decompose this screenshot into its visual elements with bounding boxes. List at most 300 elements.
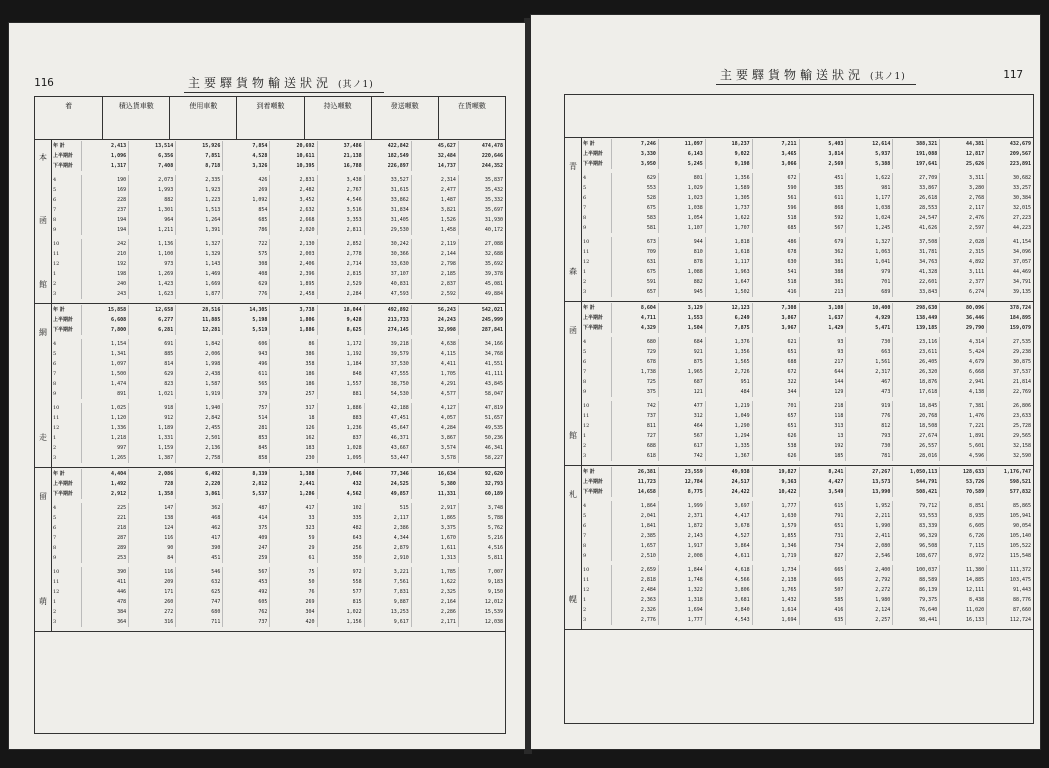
table-cell: 45,627 bbox=[411, 141, 458, 151]
table-cell: 33,630 bbox=[364, 259, 411, 269]
table-cell: 46,371 bbox=[364, 433, 411, 443]
row-label: 5 bbox=[583, 349, 587, 355]
row-label: 下半期計 bbox=[583, 489, 604, 495]
table-row bbox=[581, 223, 1033, 233]
table-cell: 185 bbox=[799, 451, 846, 461]
table-cell: 3,738 bbox=[269, 305, 316, 315]
table-cell: 5,198 bbox=[222, 315, 269, 325]
table-cell: 46,341 bbox=[458, 443, 505, 453]
table-cell: 23,633 bbox=[986, 411, 1033, 421]
table-cell: 4,711 bbox=[611, 313, 658, 323]
table-cell: 25,626 bbox=[939, 159, 986, 169]
table-cell: 1,223 bbox=[175, 195, 222, 205]
table-cell: 49,938 bbox=[705, 467, 752, 477]
table-cell: 27,223 bbox=[986, 213, 1033, 223]
table-cell: 2,335 bbox=[175, 175, 222, 185]
table-cell: 626 bbox=[752, 431, 799, 441]
table-cell: 432,679 bbox=[986, 139, 1033, 149]
table-row bbox=[51, 413, 505, 423]
table-cell: 37,107 bbox=[364, 269, 411, 279]
table-cell: 757 bbox=[222, 403, 269, 413]
table-cell: 7,007 bbox=[458, 567, 505, 577]
table-cell: 473 bbox=[845, 387, 892, 397]
row-label: 下半期計 bbox=[53, 163, 74, 169]
table-row bbox=[51, 215, 505, 225]
table-cell: 18 bbox=[269, 413, 316, 423]
table-cell: 19,827 bbox=[752, 467, 799, 477]
table-cell: 34,791 bbox=[986, 277, 1033, 287]
table-cell: 1,063 bbox=[845, 247, 892, 257]
row-label: 7 bbox=[53, 371, 57, 377]
table-cell: 11,723 bbox=[611, 477, 658, 487]
table-cell: 6,277 bbox=[128, 315, 175, 325]
table-cell: 31,834 bbox=[364, 205, 411, 215]
table-cell: 217 bbox=[799, 357, 846, 367]
table-cell: 2,879 bbox=[364, 543, 411, 553]
table-cell: 237 bbox=[81, 205, 128, 215]
table-cell: 171 bbox=[128, 587, 175, 597]
table-cell: 742 bbox=[658, 451, 705, 461]
table-cell: 684 bbox=[658, 337, 705, 347]
row-label: 8 bbox=[53, 217, 57, 223]
table-cell: 40,831 bbox=[364, 279, 411, 289]
table-cell: 221 bbox=[81, 513, 128, 523]
table-cell: 1,367 bbox=[705, 451, 752, 461]
table-cell: 312 bbox=[658, 411, 705, 421]
table-cell: 747 bbox=[175, 597, 222, 607]
table-cell: 21,814 bbox=[986, 377, 1033, 387]
table-row bbox=[51, 289, 505, 299]
table-cell: 4,543 bbox=[705, 615, 752, 625]
table-cell: 3,814 bbox=[799, 149, 846, 159]
table-row bbox=[51, 359, 505, 369]
table-cell: 2,842 bbox=[175, 413, 222, 423]
table-cell: 5,601 bbox=[939, 441, 986, 451]
table-cell: 617 bbox=[658, 441, 705, 451]
table-cell: 35,697 bbox=[458, 205, 505, 215]
table-cell: 1,738 bbox=[611, 367, 658, 377]
row-label: 1 bbox=[583, 433, 587, 439]
table-cell: 629 bbox=[128, 369, 175, 379]
table-row bbox=[51, 503, 505, 513]
table-cell: 487 bbox=[222, 503, 269, 513]
table-cell: 6,668 bbox=[939, 367, 986, 377]
table-cell: 5,388 bbox=[845, 159, 892, 169]
table-cell: 70,589 bbox=[939, 487, 986, 497]
table-cell: 93 bbox=[799, 337, 846, 347]
table-cell: 544,791 bbox=[892, 477, 939, 487]
table-cell: 2,441 bbox=[269, 479, 316, 489]
table-cell: 34,096 bbox=[986, 247, 1033, 257]
table-cell: 1,335 bbox=[705, 441, 752, 451]
table-cell: 1,630 bbox=[752, 511, 799, 521]
table-cell: 643 bbox=[317, 533, 364, 543]
table-cell: 3,681 bbox=[705, 595, 752, 605]
table-cell: 31,781 bbox=[892, 247, 939, 257]
table-cell: 76,640 bbox=[892, 605, 939, 615]
table-cell: 1,290 bbox=[705, 421, 752, 431]
table-cell: 943 bbox=[222, 349, 269, 359]
table-cell: 2,003 bbox=[269, 249, 316, 259]
table-cell: 384 bbox=[81, 607, 128, 617]
table-cell: 139,185 bbox=[892, 323, 939, 333]
table-row bbox=[581, 605, 1033, 615]
table-cell: 1,264 bbox=[175, 215, 222, 225]
row-label: 1 bbox=[53, 271, 57, 277]
table-row bbox=[581, 421, 1033, 431]
summary-row bbox=[581, 159, 1033, 169]
table-cell: 32,015 bbox=[986, 203, 1033, 213]
table-cell: 1,842 bbox=[175, 339, 222, 349]
table-row bbox=[51, 389, 505, 399]
left-station-name bbox=[35, 139, 52, 303]
table-cell: 26,557 bbox=[892, 441, 939, 451]
table-row bbox=[581, 257, 1033, 267]
table-cell: 598,521 bbox=[986, 477, 1033, 487]
table-cell: 118 bbox=[799, 411, 846, 421]
table-row bbox=[51, 225, 505, 235]
table-cell: 390 bbox=[81, 567, 128, 577]
table-cell: 14,885 bbox=[939, 575, 986, 585]
table-row bbox=[51, 577, 505, 587]
table-row bbox=[581, 173, 1033, 183]
table-cell: 845 bbox=[222, 443, 269, 453]
table-cell: 1,923 bbox=[175, 185, 222, 195]
table-cell: 657 bbox=[611, 287, 658, 297]
table-cell: 192 bbox=[81, 259, 128, 269]
summary-row bbox=[51, 315, 505, 325]
table-cell: 3,549 bbox=[799, 487, 846, 497]
table-cell: 86,139 bbox=[892, 585, 939, 595]
table-cell: 1,038 bbox=[658, 203, 705, 213]
table-cell: 727 bbox=[611, 431, 658, 441]
table-cell: 388 bbox=[799, 267, 846, 277]
table-cell: 2,006 bbox=[175, 349, 222, 359]
table-cell: 7,561 bbox=[364, 577, 411, 587]
table-cell: 7,308 bbox=[752, 303, 799, 313]
table-cell: 651 bbox=[799, 521, 846, 531]
table-cell: 3,864 bbox=[705, 541, 752, 551]
row-label: 7 bbox=[583, 369, 587, 375]
table-cell: 58,047 bbox=[458, 389, 505, 399]
table-cell: 672 bbox=[752, 367, 799, 377]
table-cell: 1,637 bbox=[799, 313, 846, 323]
table-cell: 6,143 bbox=[658, 149, 705, 159]
table-cell: 84 bbox=[128, 553, 175, 563]
table-cell: 256 bbox=[317, 543, 364, 553]
table-cell: 3,867 bbox=[411, 433, 458, 443]
table-cell: 100,037 bbox=[892, 565, 939, 575]
station-char: 青 bbox=[569, 161, 577, 171]
table-cell: 885 bbox=[128, 349, 175, 359]
table-cell: 737 bbox=[611, 411, 658, 421]
table-cell: 3,867 bbox=[752, 313, 799, 323]
table-cell: 742 bbox=[611, 401, 658, 411]
table-cell: 1,993 bbox=[128, 185, 175, 195]
table-cell: 242 bbox=[81, 239, 128, 249]
table-cell: 1,028 bbox=[317, 443, 364, 453]
table-cell: 12,658 bbox=[128, 305, 175, 315]
table-cell: 730 bbox=[845, 337, 892, 347]
table-cell: 542,021 bbox=[458, 305, 505, 315]
table-cell: 730 bbox=[845, 441, 892, 451]
table-cell: 2,385 bbox=[611, 531, 658, 541]
row-label: 12 bbox=[583, 423, 590, 429]
table-cell: 9,887 bbox=[364, 597, 411, 607]
table-cell: 8,775 bbox=[658, 487, 705, 497]
table-cell: 1,154 bbox=[81, 339, 128, 349]
table-cell: 464 bbox=[658, 421, 705, 431]
row-label: 10 bbox=[583, 239, 590, 245]
table-cell: 2,272 bbox=[845, 585, 892, 595]
table-cell: 918 bbox=[128, 403, 175, 413]
table-row bbox=[51, 607, 505, 617]
row-label: 年 計 bbox=[53, 307, 65, 313]
table-cell: 1,500 bbox=[81, 369, 128, 379]
table-cell: 1,670 bbox=[411, 533, 458, 543]
right-subtitle: (其ノ1) bbox=[870, 72, 906, 82]
table-cell: 1,614 bbox=[752, 605, 799, 615]
table-cell: 793 bbox=[845, 431, 892, 441]
table-cell: 6,726 bbox=[939, 531, 986, 541]
table-cell: 868 bbox=[799, 203, 846, 213]
row-label: 5 bbox=[583, 513, 587, 519]
row-label: 6 bbox=[583, 523, 587, 529]
table-cell: 32,484 bbox=[411, 151, 458, 161]
table-cell: 514 bbox=[222, 413, 269, 423]
table-row bbox=[581, 347, 1033, 357]
table-cell: 243 bbox=[81, 289, 128, 299]
table-row bbox=[581, 575, 1033, 585]
left-page-title bbox=[188, 74, 374, 91]
table-cell: 323 bbox=[269, 523, 316, 533]
table-cell: 32,688 bbox=[458, 249, 505, 259]
column-header: 持込噸數 bbox=[304, 97, 371, 139]
table-cell: 260 bbox=[128, 597, 175, 607]
table-cell: 688 bbox=[611, 441, 658, 451]
table-cell: 1,356 bbox=[705, 347, 752, 357]
table-row bbox=[581, 267, 1033, 277]
row-label: 9 bbox=[53, 227, 57, 233]
table-cell: 59 bbox=[269, 533, 316, 543]
table-cell: 4,618 bbox=[705, 565, 752, 575]
table-cell: 1,192 bbox=[317, 349, 364, 359]
table-cell: 1,841 bbox=[611, 521, 658, 531]
row-label: 12 bbox=[53, 425, 60, 431]
table-cell: 37,537 bbox=[986, 367, 1033, 377]
left-page bbox=[8, 22, 526, 750]
table-cell: 2,211 bbox=[845, 511, 892, 521]
table-cell: 2,668 bbox=[269, 215, 316, 225]
table-cell: 2,484 bbox=[611, 585, 658, 595]
table-cell: 1,054 bbox=[658, 213, 705, 223]
table-cell: 657 bbox=[752, 411, 799, 421]
table-cell: 15,926 bbox=[175, 141, 222, 151]
table-cell: 709 bbox=[611, 247, 658, 257]
right-station-name bbox=[565, 137, 582, 301]
table-cell: 247 bbox=[222, 543, 269, 553]
table-cell: 446 bbox=[81, 587, 128, 597]
table-cell: 1,737 bbox=[705, 203, 752, 213]
table-cell: 1,097 bbox=[81, 359, 128, 369]
table-cell: 23,116 bbox=[892, 337, 939, 347]
table-cell: 1,952 bbox=[845, 501, 892, 511]
table-cell: 451 bbox=[799, 173, 846, 183]
table-cell: 1,965 bbox=[658, 367, 705, 377]
table-cell: 159,079 bbox=[986, 323, 1033, 333]
table-cell: 1,211 bbox=[128, 225, 175, 235]
table-row bbox=[51, 269, 505, 279]
table-cell: 1,095 bbox=[317, 453, 364, 463]
table-cell: 9,150 bbox=[458, 587, 505, 597]
table-cell: 1,694 bbox=[658, 605, 705, 615]
table-cell: 116 bbox=[128, 533, 175, 543]
table-row bbox=[51, 339, 505, 349]
table-cell: 375 bbox=[611, 387, 658, 397]
table-cell: 87,660 bbox=[986, 605, 1033, 615]
table-cell: 90,054 bbox=[986, 521, 1033, 531]
table-cell: 3,452 bbox=[269, 195, 316, 205]
table-cell: 11,097 bbox=[658, 139, 705, 149]
table-cell: 2,363 bbox=[611, 595, 658, 605]
table-cell: 18,876 bbox=[892, 377, 939, 387]
table-cell: 468 bbox=[175, 513, 222, 523]
table-row bbox=[51, 513, 505, 523]
row-label: 5 bbox=[53, 187, 57, 193]
row-label: 5 bbox=[53, 351, 57, 357]
table-cell: 1,469 bbox=[175, 269, 222, 279]
table-cell: 3,111 bbox=[939, 267, 986, 277]
row-label: 1 bbox=[583, 269, 587, 275]
table-cell: 4,329 bbox=[611, 323, 658, 333]
table-cell: 194 bbox=[81, 225, 128, 235]
table-cell: 317 bbox=[269, 403, 316, 413]
table-cell: 240 bbox=[81, 279, 128, 289]
row-label: 2 bbox=[583, 607, 587, 613]
table-cell: 29,790 bbox=[939, 323, 986, 333]
table-cell: 213,733 bbox=[364, 315, 411, 325]
table-cell: 41,111 bbox=[458, 369, 505, 379]
table-cell: 162 bbox=[269, 433, 316, 443]
table-cell: 1,346 bbox=[752, 541, 799, 551]
table-cell: 24,525 bbox=[364, 479, 411, 489]
table-cell: 116 bbox=[128, 567, 175, 577]
table-cell: 1,429 bbox=[799, 323, 846, 333]
table-cell: 786 bbox=[222, 225, 269, 235]
table-cell: 1,886 bbox=[317, 403, 364, 413]
row-label: 11 bbox=[53, 415, 60, 421]
table-cell: 34,768 bbox=[458, 349, 505, 359]
table-row bbox=[51, 379, 505, 389]
table-cell: 37,530 bbox=[364, 359, 411, 369]
table-cell: 5,811 bbox=[458, 553, 505, 563]
table-cell: 1,864 bbox=[611, 501, 658, 511]
table-cell: 823 bbox=[128, 379, 175, 389]
table-cell: 23,559 bbox=[658, 467, 705, 477]
table-cell: 2,406 bbox=[269, 259, 316, 269]
table-cell: 39,579 bbox=[364, 349, 411, 359]
table-cell: 4,566 bbox=[705, 575, 752, 585]
row-label: 3 bbox=[53, 455, 57, 461]
table-cell: 912 bbox=[128, 413, 175, 423]
table-cell: 678 bbox=[752, 247, 799, 257]
row-label: 4 bbox=[53, 341, 57, 347]
table-cell: 5,937 bbox=[845, 149, 892, 159]
table-cell: 10,395 bbox=[269, 161, 316, 171]
table-cell: 618 bbox=[611, 451, 658, 461]
table-cell: 1,886 bbox=[269, 325, 316, 335]
table-cell: 408 bbox=[222, 269, 269, 279]
row-label: 上半期計 bbox=[53, 317, 74, 323]
table-cell: 49,857 bbox=[364, 489, 411, 499]
table-cell: 731 bbox=[799, 531, 846, 541]
table-cell: 577 bbox=[317, 587, 364, 597]
table-cell: 9,428 bbox=[317, 315, 364, 325]
table-cell: 1,391 bbox=[175, 225, 222, 235]
table-cell: 1,557 bbox=[317, 379, 364, 389]
table-cell: 7,800 bbox=[81, 325, 128, 335]
row-label: 2 bbox=[583, 279, 587, 285]
table-cell: 2,020 bbox=[269, 225, 316, 235]
table-cell: 88,776 bbox=[986, 595, 1033, 605]
table-cell: 575 bbox=[222, 249, 269, 259]
table-cell: 6,249 bbox=[705, 313, 752, 323]
table-cell: 7,211 bbox=[752, 139, 799, 149]
table-cell: 546 bbox=[175, 567, 222, 577]
right-table bbox=[564, 94, 1034, 724]
table-cell: 12,614 bbox=[845, 139, 892, 149]
table-row bbox=[51, 423, 505, 433]
table-cell: 1,088 bbox=[658, 267, 705, 277]
table-row bbox=[51, 369, 505, 379]
table-cell: 581 bbox=[611, 223, 658, 233]
table-cell: 921 bbox=[658, 347, 705, 357]
table-cell: 814 bbox=[128, 359, 175, 369]
table-cell: 432 bbox=[317, 479, 364, 489]
table-cell: 4,115 bbox=[411, 349, 458, 359]
table-cell: 625 bbox=[175, 587, 222, 597]
table-cell: 26,381 bbox=[611, 467, 658, 477]
table-cell: 4,527 bbox=[705, 531, 752, 541]
table-cell: 629 bbox=[222, 279, 269, 289]
table-cell: 225 bbox=[81, 503, 128, 513]
table-cell: 1,748 bbox=[658, 575, 705, 585]
table-cell: 2,143 bbox=[658, 531, 705, 541]
row-label: 11 bbox=[53, 579, 60, 585]
table-cell: 1,092 bbox=[222, 195, 269, 205]
table-cell: 1,895 bbox=[269, 279, 316, 289]
table-cell: 1,143 bbox=[175, 259, 222, 269]
table-cell: 257 bbox=[269, 389, 316, 399]
table-row bbox=[581, 277, 1033, 287]
station-char: 森 bbox=[569, 267, 577, 277]
table-cell: 451 bbox=[175, 553, 222, 563]
table-cell: 6,356 bbox=[128, 151, 175, 161]
summary-row bbox=[581, 139, 1033, 149]
table-cell: 606 bbox=[222, 339, 269, 349]
table-cell: 85,865 bbox=[986, 501, 1033, 511]
row-label: 11 bbox=[53, 251, 60, 257]
row-label: 4 bbox=[583, 175, 587, 181]
row-label: 下半期計 bbox=[583, 325, 604, 331]
table-cell: 8,851 bbox=[939, 501, 986, 511]
table-cell: 386 bbox=[269, 349, 316, 359]
table-cell: 2,086 bbox=[128, 469, 175, 479]
column-header: 到着噸數 bbox=[236, 97, 303, 139]
table-cell: 2,811 bbox=[317, 225, 364, 235]
table-cell: 14,737 bbox=[411, 161, 458, 171]
table-row bbox=[581, 247, 1033, 257]
